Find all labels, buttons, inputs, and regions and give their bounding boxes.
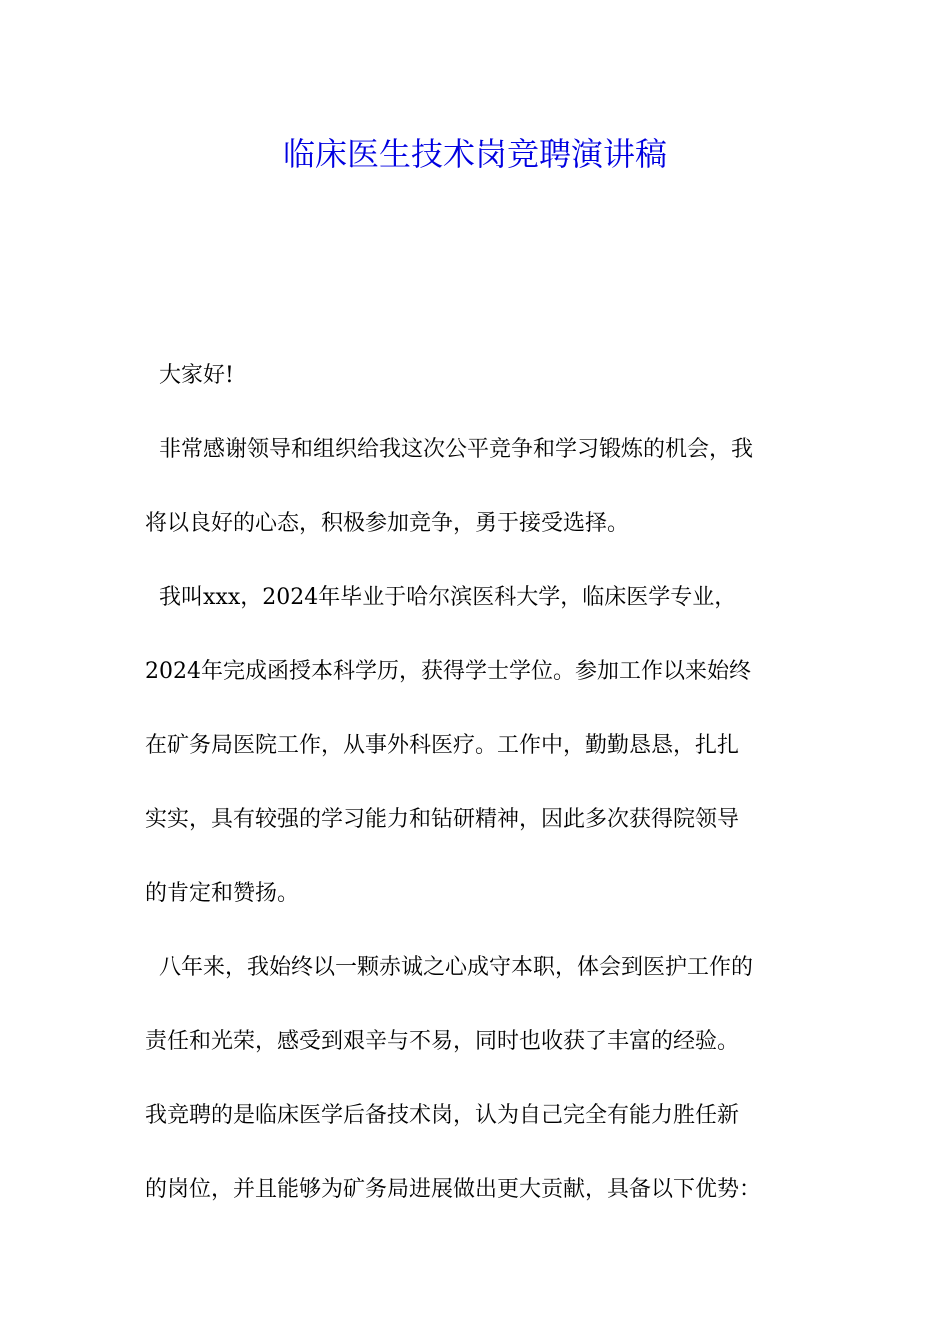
paragraph-line: 非常感谢领导和组织给我这次公平竞争和学习锻炼的机会，我 <box>159 437 754 462</box>
document-body <box>145 339 825 1227</box>
document-title: 临床医生技术岗竞聘演讲稿 <box>282 135 667 173</box>
paragraph-line: 大家好! <box>159 363 234 388</box>
paragraph-line: 实实，具有较强的学习能力和钻研精神，因此多次获得院领导 <box>145 807 740 832</box>
paragraph-line: 我叫xxx，2024年毕业于哈尔滨医科大学，临床医学专业， <box>159 585 737 610</box>
paragraph-line: 的岗位，并且能够为矿务局进展做出更大贡献，具备以下优势： <box>145 1177 762 1202</box>
paragraph-line: 将以良好的心态，积极参加竞争，勇于接受选择。 <box>145 511 630 536</box>
paragraph-line: 责任和光荣，感受到艰辛与不易，同时也收获了丰富的经验。 <box>145 1029 740 1054</box>
paragraph-line: 的肯定和赞扬。 <box>145 881 300 906</box>
paragraph-line: 在矿务局医院工作，从事外科医疗。工作中，勤勤恳恳，扎扎 <box>145 733 740 758</box>
paragraph-line: 我竞聘的是临床医学后备技术岗，认为自己完全有能力胜任新 <box>145 1103 740 1128</box>
paragraph-line: 八年来，我始终以一颗赤诚之心成守本职，体会到医护工作的 <box>159 955 754 980</box>
paragraph-line: 2024年完成函授本科学历，获得学士学位。参加工作以来始终 <box>145 659 751 684</box>
